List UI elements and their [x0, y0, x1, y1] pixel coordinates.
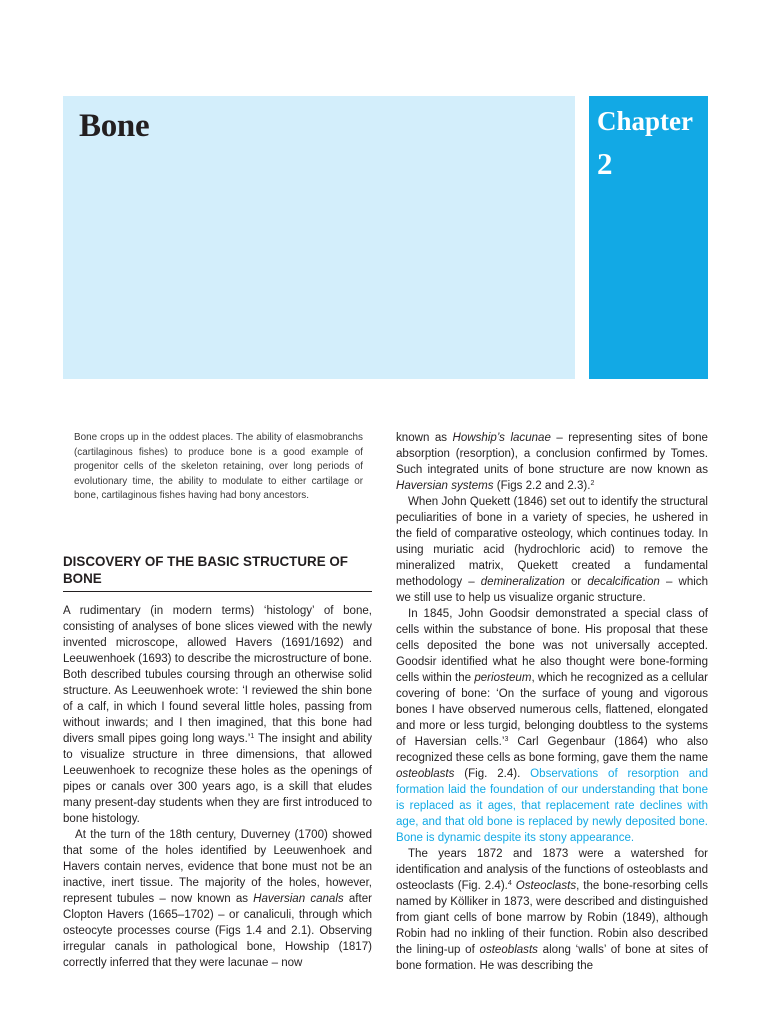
body-column-left: [63, 603, 372, 1019]
footnote-ref: 4: [507, 880, 512, 887]
paragraph: At the turn of the 18th century, Duverney (1700) showed that some of the holes identified by Leeuwenhoek and Havers contain nerves, evidence that bone must not be an inactive, inert tissue. The majority of the holes, however, represent tubules – now known as Haversian canals after Clopton Havers (1665–1702) – or canaliculi, through which osteocyte processes course (Figs 1.4 and 2.1). Observing irregular canals in pathological bone, Howship (1817) correctly inferred that they were lacunae – now: [63, 829, 372, 969]
footnote-ref: 2: [590, 480, 595, 487]
paragraph: known as Howship’s lacunae – representing sites of bone absorption (resorption), a conclusion confirmed by Tomes. Such integrated units of bone structure are now known as Haversian systems (Figs 2.2 and 2.3).$^2$: [396, 432, 708, 492]
footnote-ref: 3: [504, 736, 509, 743]
highlighted-summary: Observations of resorption and formation laid the foundation of our understanding that bone is replaced as it ages, that replacement rate declines with age, and that old bone is replaced by newly deposited bone. Bone is dynamic despite its stony appearance.: [396, 768, 708, 844]
chapter-number: 2: [597, 146, 613, 181]
page-title: Bone: [79, 108, 150, 144]
body-column-right: [396, 430, 708, 1019]
chapter-intro: Bone crops up in the oddest places. The ability of elasmobranchs (cartilaginous fishes) to produce bone is a good example of progenitor cells of the skeleton retaining, over long periods of evolutionary time, the ability to modulate to either cartilage or bone, cartilaginous fishes having had bony ancestors.: [74, 432, 363, 502]
paragraph: The years 1872 and 1873 were a watershed for identification and analysis of the functions of osteoblasts and osteoclasts (Fig. 2.4).$^4$ Osteoclasts, the bone-resorbing cells named by Kölliker in 1873, were described and distinguished from giant cells of bone marrow by Robin (1849), although Robin had no inkling of their function. Robin also described the lining-up of osteoblasts along ‘walls’ of bone at sites of bone formation. He was describing the: [396, 848, 708, 972]
chapter-panel: [589, 96, 708, 379]
paragraph: In 1845, John Goodsir demonstrated a special class of cells within the substance of bone. His proposal that these cells deposited the bone was not universally accepted. Goodsir identified what he also thought were bone-forming cells within the periosteum, which he recognized as a cellular covering of bone: ‘On the surface of young and vigorous bones I have observed numerous cells, flattened, elongated and more or less turgid, belonging doubtless to the systems of Haversian cells.’$^3$ Carl Gegenbaur (1864) who also recognized these cells as bone forming, gave them the name osteoblasts (Fig. 2.4). Observations of resorption and formation laid the foundation of our understanding that bone is replaced as it ages, that replacement rate declines with age, and that old bone is replaced by newly deposited bone. Bone is dynamic despite its stony appearance.: [396, 608, 708, 844]
title-panel: [63, 96, 575, 379]
footnote-ref: 1: [250, 733, 255, 740]
paragraph: When John Quekett (1846) set out to identify the structural peculiarities of bone in a variety of species, he ushered in the field of comparative osteology, which continues today. In using muriatic acid (hydrochloric acid) to remove the mineralized matrix, Quekett created a fundamental methodology – demineralization or decalcification – which we still use to help us visualize organic structure.: [396, 496, 708, 604]
chapter-label: Chapter: [597, 106, 693, 136]
paragraph: A rudimentary (in modern terms) ‘histology’ of bone, consisting of analyses of bone slices viewed with the newly invented microscope, allowed Havers (1691/1692) and Leeuwenhoek (1693) to describe the microstructure of bone. Both described tubules coursing through an otherwise solid structure. As Leeuwenhoek wrote: ‘I reviewed the shin bone of a calf, in which I found several little holes, passing from without inwards; and I then imagined, that this bone had divers small pipes going long ways.’$^1$ The insight and ability to visualize structure in three dimensions, that allowed Leeuwenhoek to recognize these holes as the openings of pipes or canals over 300 years ago, is a skill that eludes many present-day students when they are first introduced to bone histology.: [63, 605, 372, 825]
section-heading: DISCOVERY OF THE BASIC STRUCTURE OF BONE: [63, 553, 372, 592]
